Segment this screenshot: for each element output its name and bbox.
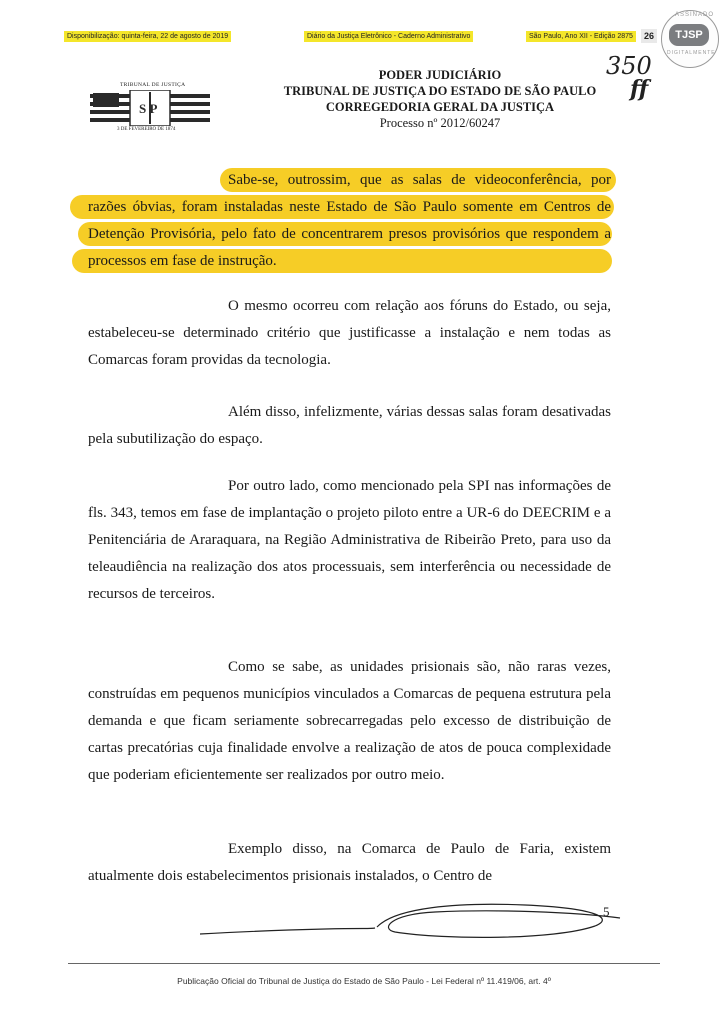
footer-text: Publicação Oficial do Tribunal de Justiça do Estado de São Paulo - Lei Federal nº 11.419/06, art. 4º xyxy=(177,976,551,986)
paragraph-4-text: Por outro lado, como mencionado pela SPI nas informações de fls. 343, temos em fase de implantação o projeto piloto entre a UR-6 do DEECRIM e a Penitenciária de Araraquara, na Região Administrativa de Ribeirão Preto, para uso da teleaudiência na realização dos atos processuais, sem interferência ou necessidade de recursos de terceiros. xyxy=(88,478,611,602)
paragraph-5-text: Como se sabe, as unidades prisionais são, não raras vezes, construídas em pequenos municípios vinculados a Comarcas de pequena estrutura pela demanda e que ficam seriamente sobrecarregadas pelo excesso de distribuição de cartas precatórias cuja finalidade envolve a realização de atos de pouca complexidade que poderiam eficientemente ser realizados por outro meio. xyxy=(88,659,611,783)
header-journal: Diário da Justiça Eletrônico - Caderno Administrativo xyxy=(304,31,473,42)
seal-label: TJSP xyxy=(669,24,709,46)
seal-arc-top: ASSINADO xyxy=(675,12,715,18)
paragraph-6-text: Exemplo disso, na Comarca de Paulo de Faria, existem atualmente dois estabelecimentos prisionais instalados, o Centro de xyxy=(88,841,611,884)
paragraph-1 xyxy=(88,167,611,275)
paragraph-2-text: O mesmo ocorreu com relação aos fóruns do Estado, ou seja, estabeleceu-se determinado critério que justificasse a instalação e nem todas as Comarcas foram providas da tecnologia. xyxy=(88,298,611,368)
handwritten-folio: 350 xyxy=(606,52,652,80)
paragraph-5 xyxy=(88,654,611,789)
paragraph-2 xyxy=(88,293,611,374)
paragraph-3-text: Além disso, infelizmente, várias dessas salas foram desativadas pela subutilização do espaço. xyxy=(88,404,611,447)
emblem-letters: S P xyxy=(139,101,158,116)
emblem-bottom-text: 3 DE FEVEREIRO DE 1874 xyxy=(117,127,176,132)
court-emblem-icon xyxy=(90,90,210,126)
handwritten-mark: ff xyxy=(630,76,649,102)
paragraph-6 xyxy=(88,836,611,890)
heading-line2: TRIBUNAL DE JUSTIÇA DO ESTADO DE SÃO PAULO xyxy=(283,84,597,98)
header-edition: São Paulo, Ano XII - Edição 2875 xyxy=(526,31,636,42)
header-date: Disponibilização: quinta-feira, 22 de agosto de 2019 xyxy=(64,31,231,42)
paragraph-4 xyxy=(88,473,611,608)
heading-process-number: Processo nº 2012/60247 xyxy=(379,116,501,130)
heading-line1: PODER JUDICIÁRIO xyxy=(378,68,502,82)
page-number: 5 xyxy=(603,904,610,919)
signature-icon xyxy=(195,896,625,946)
seal-arc-bottom: DIGITALMENTE xyxy=(667,50,716,56)
emblem-top-text: TRIBUNAL DE JUSTIÇA xyxy=(120,82,186,88)
footer-divider xyxy=(68,963,660,964)
paragraph-3 xyxy=(88,399,611,453)
header-page-number: 26 xyxy=(641,29,657,43)
paragraph-1-text: Sabe-se, outrossim, que as salas de videoconferência, por razões óbvias, foram instaladas neste Estado de São Paulo somente em Centros de Detenção Provisória, pelo fato de concentrarem presos provisórios que respondem a processos em fase de instrução. xyxy=(88,172,611,269)
heading-line3: CORREGEDORIA GERAL DA JUSTIÇA xyxy=(325,100,555,114)
